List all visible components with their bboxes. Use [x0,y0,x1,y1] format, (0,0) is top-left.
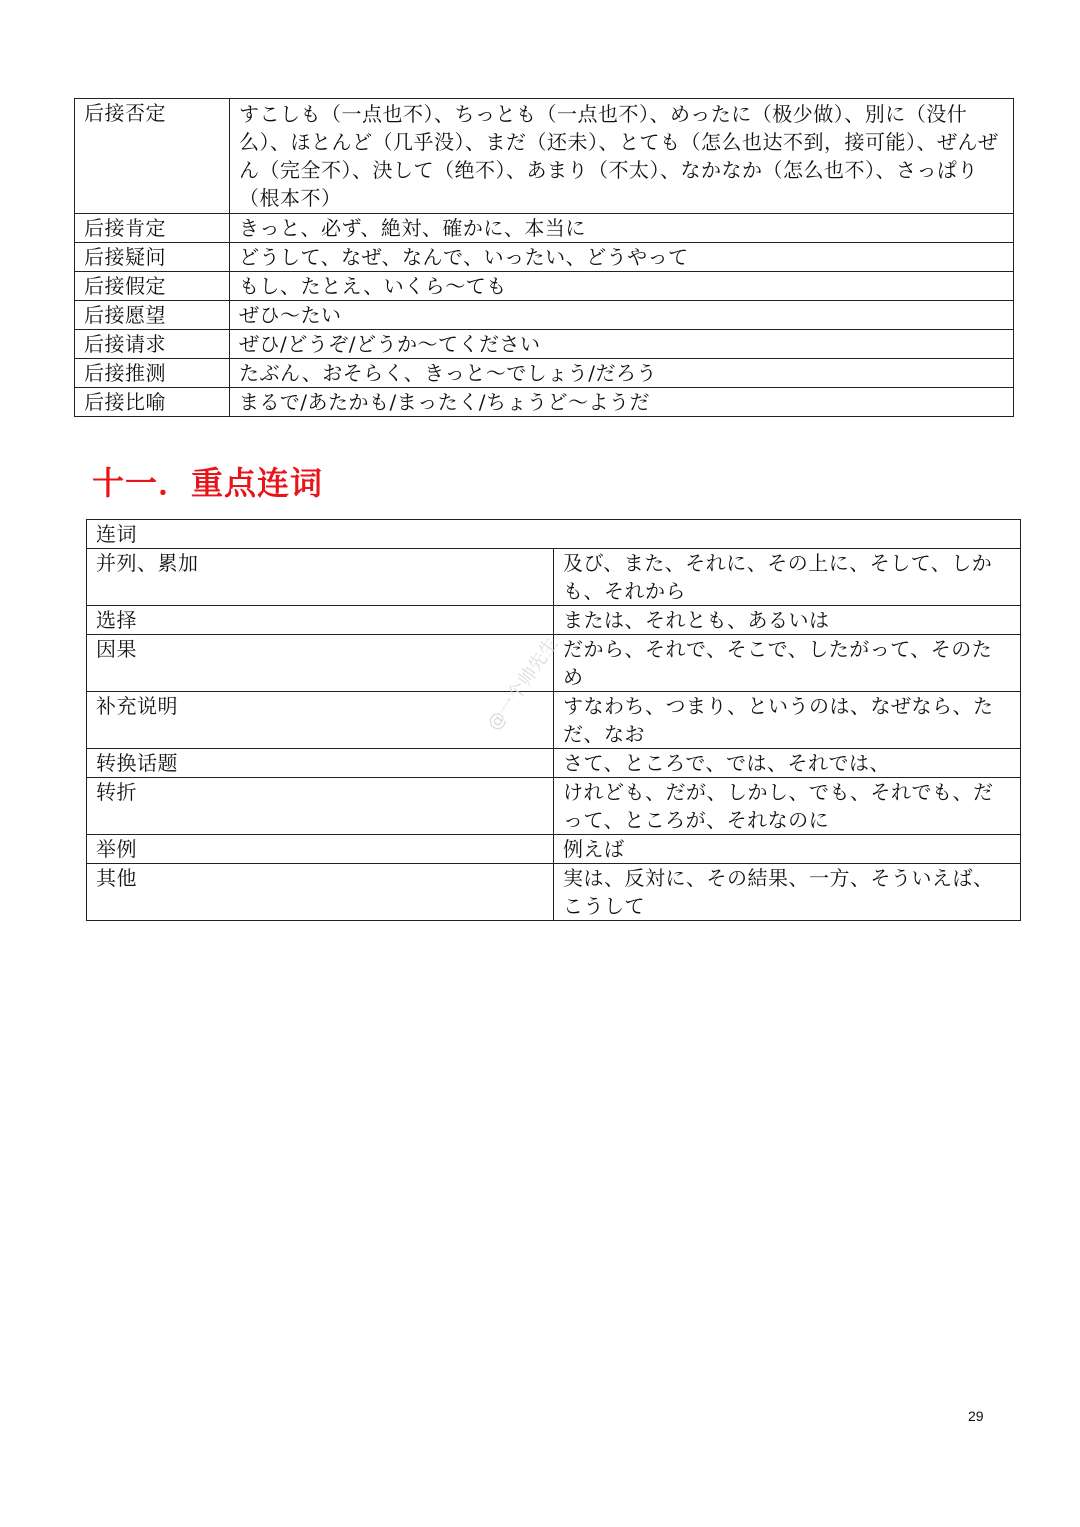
section-heading: 十一．重点连词 [92,464,324,502]
row-content: すなわち、つまり、というのは、なぜなら、ただ、なお [554,692,1021,749]
row-content: 及び、また、それに、その上に、そして、しかも、それから [554,549,1021,606]
row-content: ぜひ～たい [230,301,1014,330]
row-label: 转折 [87,778,554,835]
row-content: ぜひ/どうぞ/どうか～てください [230,330,1014,359]
table-row [87,549,1021,606]
table-header-row [87,520,1021,549]
row-label: 其他 [87,864,554,921]
row-label: 后接推测 [75,359,230,388]
row-label: 后接假定 [75,272,230,301]
page-number: 29 [968,1408,984,1424]
table-row [87,778,1021,835]
table-row [75,359,1014,388]
row-label: 并列、累加 [87,549,554,606]
table-row [75,214,1014,243]
row-label: 后接否定 [75,99,230,214]
row-label: 因果 [87,635,554,692]
table-row [87,835,1021,864]
row-content: まるで/あたかも/まったく/ちょうど～ようだ [230,388,1014,417]
row-label: 后接疑问 [75,243,230,272]
row-label: 举例 [87,835,554,864]
watermark: @一个帅先生 [483,633,563,735]
row-label: 补充说明 [87,692,554,749]
row-content: 実は、反対に、その結果、一方、そういえば、こうして [554,864,1021,921]
row-label: 转换话题 [87,749,554,778]
row-label: 后接愿望 [75,301,230,330]
row-content: もし、たとえ、いくら～ても [230,272,1014,301]
table-row [87,692,1021,749]
row-content: たぶん、おそらく、きっと～でしょう/だろう [230,359,1014,388]
table-row [75,330,1014,359]
row-label: 后接肯定 [75,214,230,243]
table-row [75,99,1014,214]
table-row [87,864,1021,921]
table-row [75,301,1014,330]
row-label: 后接比喻 [75,388,230,417]
table-row [75,272,1014,301]
row-content: だから、それで、そこで、したがって、そのため [554,635,1021,692]
row-content: どうして、なぜ、なんで、いったい、どうやって [230,243,1014,272]
row-content: すこしも（一点也不）、ちっとも（一点也不）、めったに（极少做）、別に（没什么）、ほとんど（几乎没）、まだ（还未）、とても（怎么也达不到，接可能）、ぜんぜん（完全不）、決して（绝不）、あまり（不太）、なかなか（怎么也不）、さっぱり（根本不） [230,99,1014,214]
conjunction-table [86,519,1021,921]
row-content: さて、ところで、では、それでは、 [554,749,1021,778]
table-row [75,243,1014,272]
row-content: 例えば [554,835,1021,864]
row-content: きっと、必ず、絶対、確かに、本当に [230,214,1014,243]
row-label: 后接请求 [75,330,230,359]
row-content: けれども、だが、しかし、でも、それでも、だって、ところが、それなのに [554,778,1021,835]
row-content: または、それとも、あるいは [554,606,1021,635]
row-label: 选择 [87,606,554,635]
table-row [87,606,1021,635]
table-row [87,749,1021,778]
table-row [75,388,1014,417]
table-header: 连词 [87,520,1021,549]
adverb-collocation-table [74,98,1014,417]
